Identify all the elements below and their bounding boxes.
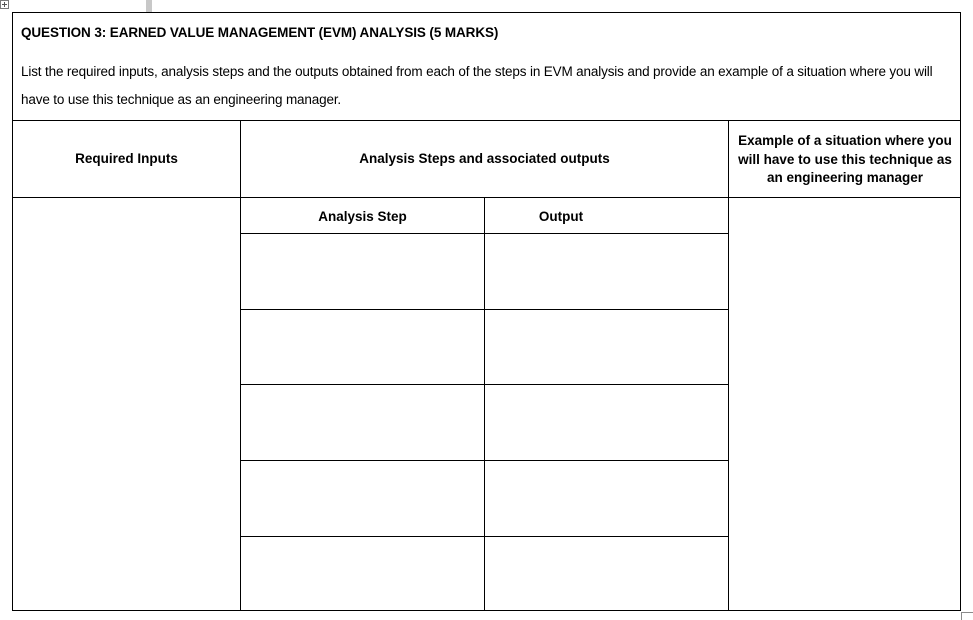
analysis-step-cell-3[interactable] bbox=[241, 385, 484, 460]
analysis-step-cell-2[interactable] bbox=[241, 310, 484, 384]
table-resize-handle-icon[interactable] bbox=[961, 612, 973, 613]
subheader-output: Output bbox=[538, 209, 584, 224]
question-table bbox=[12, 12, 961, 611]
required-inputs-answer-cell[interactable] bbox=[13, 198, 240, 610]
output-cell-4[interactable] bbox=[485, 461, 728, 536]
analysis-step-cell-5[interactable] bbox=[241, 537, 484, 610]
output-cell-2[interactable] bbox=[485, 310, 728, 384]
question-block bbox=[13, 13, 960, 121]
ruler-marker bbox=[146, 0, 152, 12]
output-cell-5[interactable] bbox=[485, 537, 728, 610]
table-move-handle-icon[interactable] bbox=[0, 0, 9, 9]
question-instructions: List the required inputs, analysis steps and the outputs obtained from each of the steps in EVM analysis and provide an example of a situation where you will have to use this technique as an engineering manager. bbox=[21, 64, 933, 107]
output-cell-3[interactable] bbox=[485, 385, 728, 460]
analysis-step-cell-4[interactable] bbox=[241, 461, 484, 536]
header-analysis-steps: Analysis Steps and associated outputs bbox=[359, 151, 610, 166]
subheader-analysis-step: Analysis Step bbox=[318, 209, 407, 224]
analysis-step-cell-1[interactable] bbox=[241, 234, 484, 309]
output-cell-1[interactable] bbox=[485, 234, 728, 309]
header-required-inputs: Required Inputs bbox=[75, 151, 178, 166]
example-answer-cell[interactable] bbox=[729, 198, 960, 610]
header-example: Example of a situation where you will have to use this technique as an engineering manager bbox=[738, 133, 952, 185]
question-title: QUESTION 3: EARNED VALUE MANAGEMENT (EVM) ANALYSIS (5 MARKS) bbox=[21, 25, 499, 40]
